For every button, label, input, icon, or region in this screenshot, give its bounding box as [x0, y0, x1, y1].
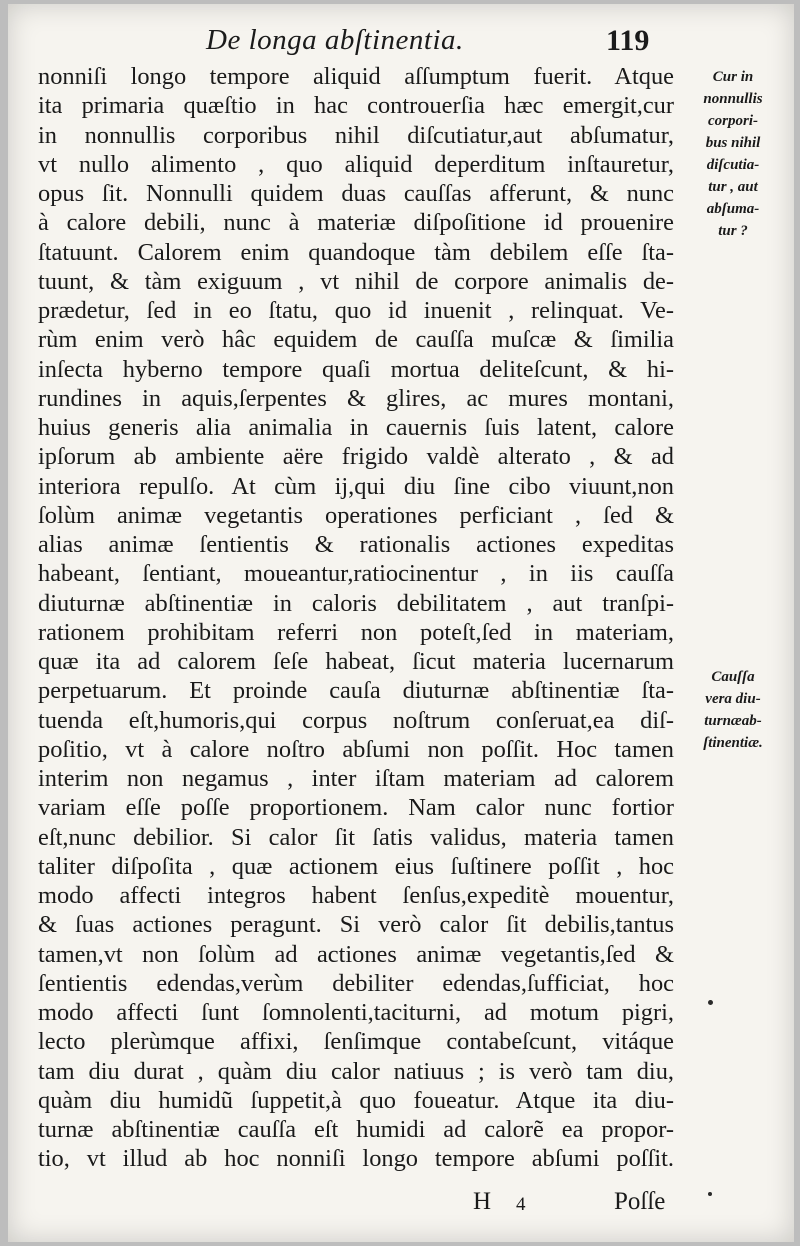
text-line: rationem prohibitam referri non poteſt,ſed in materiam,	[38, 618, 674, 646]
text-line: eſt,nunc debilior. Si calor ſit ſatis validus, materia tamen	[38, 823, 674, 851]
text-line: in nonnullis corporibus nihil diſcutiatur,aut abſumatur,	[38, 121, 674, 149]
margin-note-line: turnæab-	[704, 713, 762, 729]
text-line: huius generis alia animalia in cauernis ſuis latent, calore	[38, 414, 674, 441]
page-number: 119	[606, 24, 650, 57]
text-line: interiora repulſo. At cùm ij,qui diu ſine cibo viuunt,non	[38, 472, 674, 500]
text-line: rùm enim verò hâc equidem de cauſſa muſcæ & ſimilia	[38, 326, 674, 354]
text-line: poſitio, vt à calore noſtro abſumi non poſſit. Hoc tamen	[38, 735, 674, 763]
text-line: ipſorum ab ambiente aëre frigido valdè alterato , & ad	[38, 443, 674, 471]
text-line: habeant, ſentiant, moueantur,ratiocinentur , in iis cauſſa	[38, 560, 674, 588]
text-line: tio, vt illud ab hoc nonniſi longo tempore abſumi poſſit.	[38, 1145, 674, 1173]
text-line: opus ſit. Nonnulli quidem duas cauſſas afferunt, & nunc	[38, 180, 674, 207]
margin-note-line: tur ?	[718, 223, 748, 239]
text-line: quæ ita ad calorem ſeſe habeat, ſicut materia lucernarum	[38, 648, 674, 675]
text-line: ſtatuunt. Calorem enim quandoque tàm debilem eſſe ſta-	[38, 238, 674, 266]
text-line: tam diu durat , quàm diu calor natiuus ; is verò tam diu,	[38, 1057, 674, 1085]
text-line: ita primaria quæſtio in hac controuerſia hæc emergit,cur	[38, 92, 674, 120]
margin-note-line: tur , aut	[708, 179, 758, 195]
ink-speck	[708, 1000, 713, 1005]
text-line: tamen,vt non ſolùm ad actiones animæ vegetantis,ſed &	[38, 940, 674, 968]
text-line: prædetur, ſed in eo ſtatu, quo id inuenit , relinquat. Ve-	[38, 297, 674, 324]
text-line: rundines in aquis,ſerpentes & glires, ac mures montani,	[38, 384, 674, 412]
running-title: De longa abſtinentia.	[206, 24, 464, 56]
margin-note-line: ſtinentiæ.	[703, 735, 763, 751]
margin-note-question	[674, 66, 792, 242]
margin-note-cause	[674, 666, 792, 754]
text-line: turnæ abſtinentiæ cauſſa eſt humidi ad calorẽ ea propor-	[38, 1116, 674, 1143]
body-text	[38, 62, 674, 1174]
margin-note-line: corpori-	[708, 113, 758, 129]
text-line: à calore debili, nunc à materiæ diſpoſitione id prouenire	[38, 209, 674, 237]
text-line: quàm diu humidũ ſuppetit,à quo foueatur. Atque ita diu-	[38, 1086, 674, 1114]
margin-note-line: bus nihil	[705, 135, 761, 151]
ink-speck	[708, 1192, 712, 1196]
text-line: perpetuarum. Et proinde cauſa diuturnæ abſtinentiæ ſta-	[38, 677, 674, 705]
text-line: modo affecti ſunt ſomnolenti,taciturni, ad motum pigri,	[38, 999, 674, 1026]
text-line: ſentientis edendas,verùm debiliter edendas,ſufficiat, hoc	[38, 969, 674, 997]
text-line: inſecta hyberno tempore quaſi mortua deliteſcunt, & hi-	[38, 355, 674, 383]
text-line: & ſuas actiones peragunt. Si verò calor ſit debilis,tantus	[38, 911, 674, 939]
margin-note-line: nonnullis	[703, 91, 763, 107]
text-line: taliter diſpoſita , quæ actionem eius ſuſtinere poſſit , hoc	[38, 852, 674, 880]
signature-mark: H	[473, 1188, 492, 1215]
catchword: Poſſe	[614, 1188, 666, 1215]
text-line: interim non negamus , inter iſtam materiam ad calorem	[38, 765, 674, 792]
text-line: ſolùm animæ vegetantis operationes perficiant , ſed &	[38, 501, 674, 529]
text-line: tuenda eſt,humoris,qui corpus noſtrum conſeruat,ea diſ-	[38, 706, 674, 734]
margin-note-line: Cur in	[712, 69, 754, 85]
margin-note-line: abſuma-	[706, 201, 760, 217]
margin-note-line: vera diu-	[705, 691, 761, 707]
text-line: nonniſi longo tempore aliquid aſſumptum fuerit. Atque	[38, 63, 674, 90]
text-line: vt nullo alimento , quo aliquid deperditum inſtauretur,	[38, 150, 674, 178]
text-line: modo affecti integros habent ſenſus,expeditè mouentur,	[38, 882, 674, 909]
text-line: diuturnæ abſtinentiæ in caloris debilitatem , aut tranſpi-	[38, 589, 674, 617]
margin-note-line: Cauſſa	[711, 669, 755, 685]
text-line: tuunt, & tàm exiguum , vt nihil de corpore animalis de-	[38, 267, 674, 295]
margin-note-line: diſcutia-	[706, 157, 760, 173]
text-line: lecto plerùmque affixi, ſenſimque contabeſcunt, vitáque	[38, 1028, 674, 1056]
book-page	[8, 4, 794, 1242]
text-line: variam eſſe poſſe proportionem. Nam calor nunc fortior	[38, 794, 674, 822]
signature-number: 4	[516, 1194, 526, 1215]
text-line: alias animæ ſentientis & rationalis actiones expeditas	[38, 531, 674, 558]
